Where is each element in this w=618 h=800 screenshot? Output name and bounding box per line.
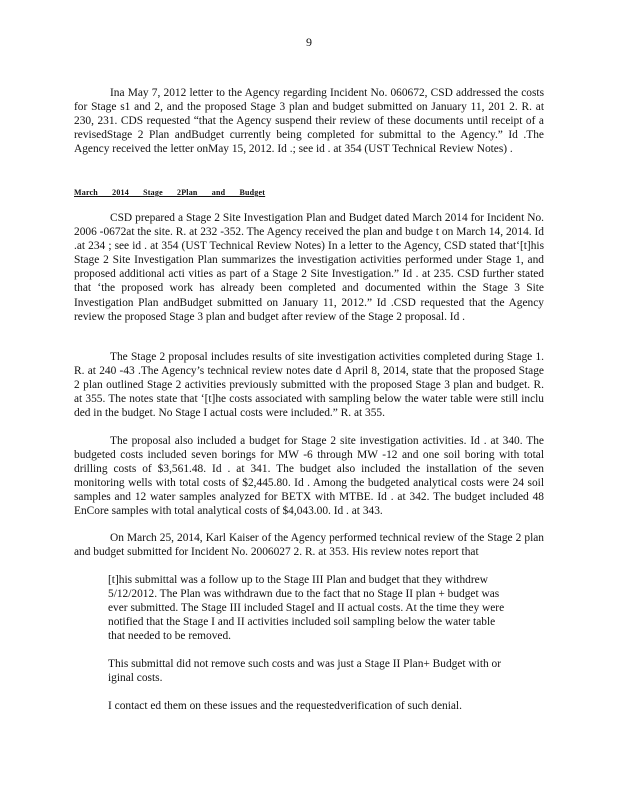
paragraph-2-block [74, 211, 544, 324]
block-quote-3: I contact ed them on these issues and the requestedverification of such denial. [108, 700, 462, 712]
paragraph-3: The Stage 2 proposal includes results of site investigation activities completed during Stage 1. R. at 240 -43 .The Agency’s technical review notes date d April 8, 2014, state that the proposed Stage 2 plan outlined Stage 2 activities previously submitted with the proposed Stage 3 plan and budget. R. at 355. The notes state that ‘[t]he costs associated with sampling below the water table were still inclu ded in the budget. No Stage I actual costs were included.” R. at 355. [74, 351, 544, 420]
paragraph-5-block [74, 531, 544, 559]
block-quote-2: This submittal did not remove such costs and was just a Stage II Plan+ Budget with or iginal costs. [108, 658, 502, 685]
page-number: 9 [306, 35, 312, 49]
paragraph-1-block [74, 86, 544, 156]
section-heading: March 2014 Stage 2Plan and Budget [74, 188, 266, 197]
paragraph-4-block [74, 434, 544, 519]
paragraph-5: On March 25, 2014, Karl Kaiser of the Agency performed technical review of the Stage 2 plan and budget submitted for Incident No. 2006027 2. R. at 353. His review notes report that [74, 532, 544, 559]
paragraph-4: The proposal also included a budget for Stage 2 site investigation activities. Id . at 340. The budgeted costs included seven borings for MW -6 through MW -12 and one soil boring with total drilling costs of $3,561.48. Id . at 341. The budget also included the installation of the seven monitoring wells with total costs of $2,445.80. Id . Among the budgeted analytical costs were 24 soil samples and 12 water samples analyzed for BETX with MTBE. Id . at 342. The budget included 48 EnCore samples with total analytical costs of $4,043.00. Id . at 343. [74, 435, 544, 518]
paragraph-3-block [74, 350, 544, 420]
paragraph-2: CSD prepared a Stage 2 Site Investigation Plan and Budget dated March 2014 for Incident No. 2006 -0672at the site. R. at 232 -352. The Agency received the plan and budge t on March 14, 2014. Id .at 234 ; see id . at 354 (UST Technical Review Notes) In a letter to the Agency, CSD stated that‘[t]his Stage 2 Site Investigation Plan summarizes the investigation activities performed under Stage 1, and proposed additional acti vities as part of a Stage 2 Site Investigation.” Id . at 235. CSD further stated that ‘the proposed work has already been completed and documented within the Stage 3 Site Investigation Plan andBudget submitted on January 11, 2012.” Id .CSD requested that the Agency review the proposed Stage 3 plan and budget after review of the Stage 2 proposal. Id . [74, 212, 544, 323]
block-quote-1: [t]his submittal was a follow up to the Stage III Plan and budget that they withdrew 5/12/2012. The Plan was withdrawn due to the fact that no Stage II plan + budget was ever submitted. The Stage III included StageI and II actual costs. At the time they were notified that the Stage I and II activities included soil sampling below the water table that needed to be removed. [108, 574, 505, 643]
paragraph-1: Ina May 7, 2012 letter to the Agency regarding Incident No. 060672, CSD addressed the costs for Stage s1 and 2, and the proposed Stage 3 plan and budget submitted on January 11, 201 2. R. at 230, 231. CDS requested “that the Agency suspend their review of these documents until receipt of a revisedStage 2 Plan andBudget currently being completed for submittal to the Agency.” Id .The Agency received the letter onMay 15, 2012. Id .; see id . at 354 (UST Technical Review Notes) . [74, 87, 544, 156]
